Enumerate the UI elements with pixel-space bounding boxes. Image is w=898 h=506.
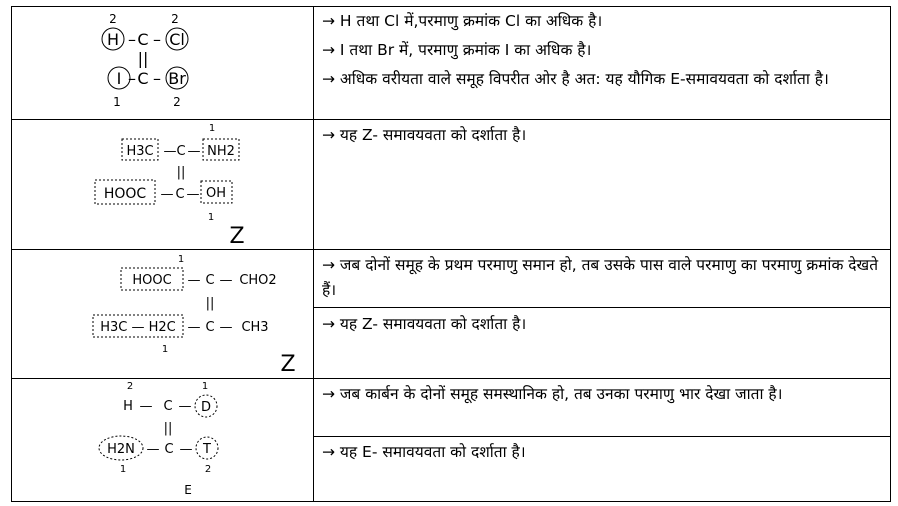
carbon: C: [175, 187, 185, 202]
carbon: C: [176, 144, 186, 159]
bond: –: [128, 69, 136, 88]
bond: —: [219, 273, 233, 288]
note: → जब कार्बन के दोनों समूह समस्थानिक हो, तब उनका परमाणु भार देखा जाता है।: [322, 385, 783, 403]
structure-1: [102, 12, 188, 109]
group-t: T: [203, 442, 211, 457]
double-bond: ||: [205, 296, 215, 311]
group-cho2: CHO2: [239, 273, 277, 288]
group-hooc: HOOC: [132, 273, 172, 288]
bond: —: [146, 442, 160, 457]
group-h3c: H3C: [126, 144, 154, 159]
note: → यह E- समावयवता को दर्शाता है।: [322, 443, 526, 461]
group-hooc: HOOC: [103, 186, 147, 202]
double-bond: ||: [163, 421, 173, 436]
note: → I तथा Br में, परमाणु क्रमांक I का अधिक है।: [322, 41, 592, 59]
bond: —: [163, 144, 177, 159]
bond: —: [187, 144, 201, 159]
carbon: C: [137, 69, 149, 88]
carbon: C: [163, 399, 173, 414]
bond: —: [187, 273, 201, 288]
note: → जब दोनों समूह के प्रथम परमाणु समान हो, तब उसके पास वाले परमाणु का परमाणु क्रमांक देखते हैं।: [322, 256, 879, 299]
carbon: C: [164, 442, 174, 457]
priority-label: 1: [161, 344, 169, 355]
group-nh2: NH2: [207, 144, 235, 159]
note: → यह Z- समावयवता को दर्शाता है।: [322, 315, 527, 333]
note: → यह Z- समावयवता को दर्शाता है।: [322, 126, 527, 144]
double-bond: ||: [176, 165, 186, 180]
bond: –: [128, 30, 136, 49]
note: → अधिक वरीयता वाले समूह विपरीत ओर है अत: यह यौगिक E-समावयवता को दर्शाता है।: [322, 70, 829, 88]
structure-2: [95, 123, 245, 249]
bond: —: [139, 399, 153, 414]
priority-label: 2: [204, 464, 212, 475]
group-ch3: CH3: [241, 320, 269, 335]
bond: –: [153, 69, 161, 88]
isomer-label: E: [184, 483, 192, 497]
priority-label: 1: [113, 95, 121, 109]
note: → H तथा Cl में,परमाणु क्रमांक Cl का अधिक है।: [322, 12, 603, 30]
bond: —: [178, 399, 192, 414]
priority-label: 1: [177, 254, 185, 265]
structure-4: [99, 381, 218, 497]
bond: —: [219, 320, 233, 335]
group-cl: Cl: [169, 30, 185, 49]
group-br: Br: [168, 69, 186, 88]
bond: —: [187, 320, 201, 335]
bond: —: [160, 187, 174, 202]
carbon: C: [205, 273, 215, 288]
bond: —: [179, 442, 193, 457]
carbon: C: [137, 30, 149, 49]
bond: —: [186, 187, 200, 202]
group-oh: OH: [205, 186, 227, 201]
priority-label: 1: [208, 123, 216, 134]
priority-label: 1: [201, 381, 209, 392]
group-d: D: [200, 400, 212, 415]
priority-label: 1: [207, 212, 215, 223]
priority-label: 2: [173, 95, 181, 109]
bond: –: [153, 30, 161, 49]
priority-label: 2: [126, 381, 134, 392]
isomer-label: Z: [280, 352, 296, 377]
group-h: H: [123, 399, 133, 414]
priority-label: 1: [119, 464, 127, 475]
structure-3: [93, 254, 296, 377]
priority-label: 2: [109, 12, 117, 26]
isomer-label: Z: [229, 224, 245, 249]
double-bond: ||: [137, 49, 149, 68]
group-h2n: H2N: [107, 442, 135, 457]
group-ethyl: H3C — H2C: [100, 320, 176, 335]
group-i: I: [116, 69, 122, 88]
priority-label: 2: [171, 12, 179, 26]
carbon: C: [205, 320, 215, 335]
group-h: H: [106, 30, 120, 49]
